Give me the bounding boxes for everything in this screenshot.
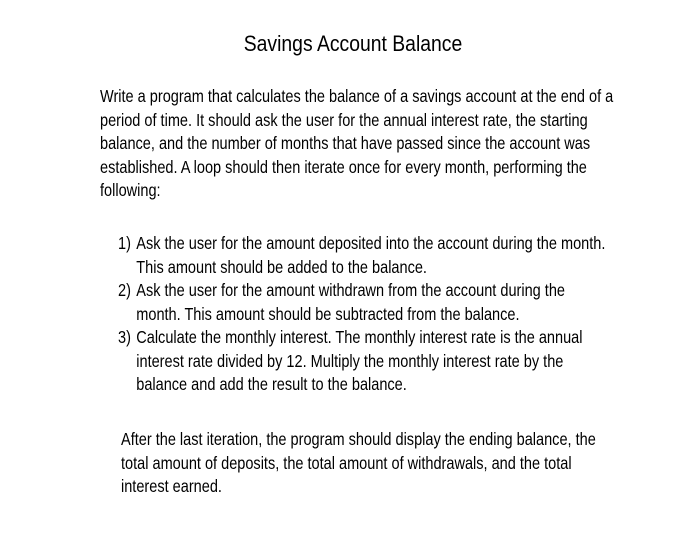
list-item-line: balance and add the result to the balance.	[136, 374, 407, 394]
intro-line: Write a program that calculates the balance of a savings account at the end of a	[100, 86, 614, 106]
list-item-number: 1)	[118, 233, 131, 253]
list-item-number: 2)	[118, 280, 131, 300]
list-item-line: month. This amount should be subtracted from the balance.	[136, 303, 520, 324]
list-item-body	[136, 326, 605, 397]
closing-line: total amount of deposits, the total amount of withdrawals, and the total	[121, 452, 572, 473]
list-item	[118, 279, 605, 326]
list-item	[118, 326, 605, 397]
list-item-line: Ask the user for the amount withdrawn from the account during the	[136, 280, 565, 300]
intro-line: balance, and the number of months that have passed since the account was	[100, 133, 591, 153]
intro-paragraph	[100, 85, 613, 203]
list-item-line: interest rate divided by 12. Multiply the monthly interest rate by the	[136, 350, 564, 371]
intro-line: following:	[100, 180, 161, 200]
list-item-body	[136, 279, 605, 326]
closing-line: interest earned.	[121, 476, 222, 496]
list-item-line: Ask the user for the amount deposited into the account during the month.	[136, 233, 606, 253]
list-item-line: This amount should be added to the balance.	[136, 256, 427, 277]
list-item-number: 3)	[118, 327, 131, 347]
document-title: Savings Account Balance	[243, 31, 463, 56]
list-item-line: Calculate the monthly interest. The monthly interest rate is the annual	[136, 327, 583, 347]
closing-paragraph	[121, 428, 596, 499]
intro-line: established. A loop should then iterate once for every month, performing the	[100, 156, 587, 177]
list-item	[118, 232, 605, 279]
numbered-steps-list	[118, 232, 605, 397]
closing-line: After the last iteration, the program should display the ending balance, the	[121, 429, 596, 449]
intro-line: period of time. It should ask the user for the annual interest rate, the starting	[100, 109, 588, 130]
list-item-body	[136, 232, 605, 279]
